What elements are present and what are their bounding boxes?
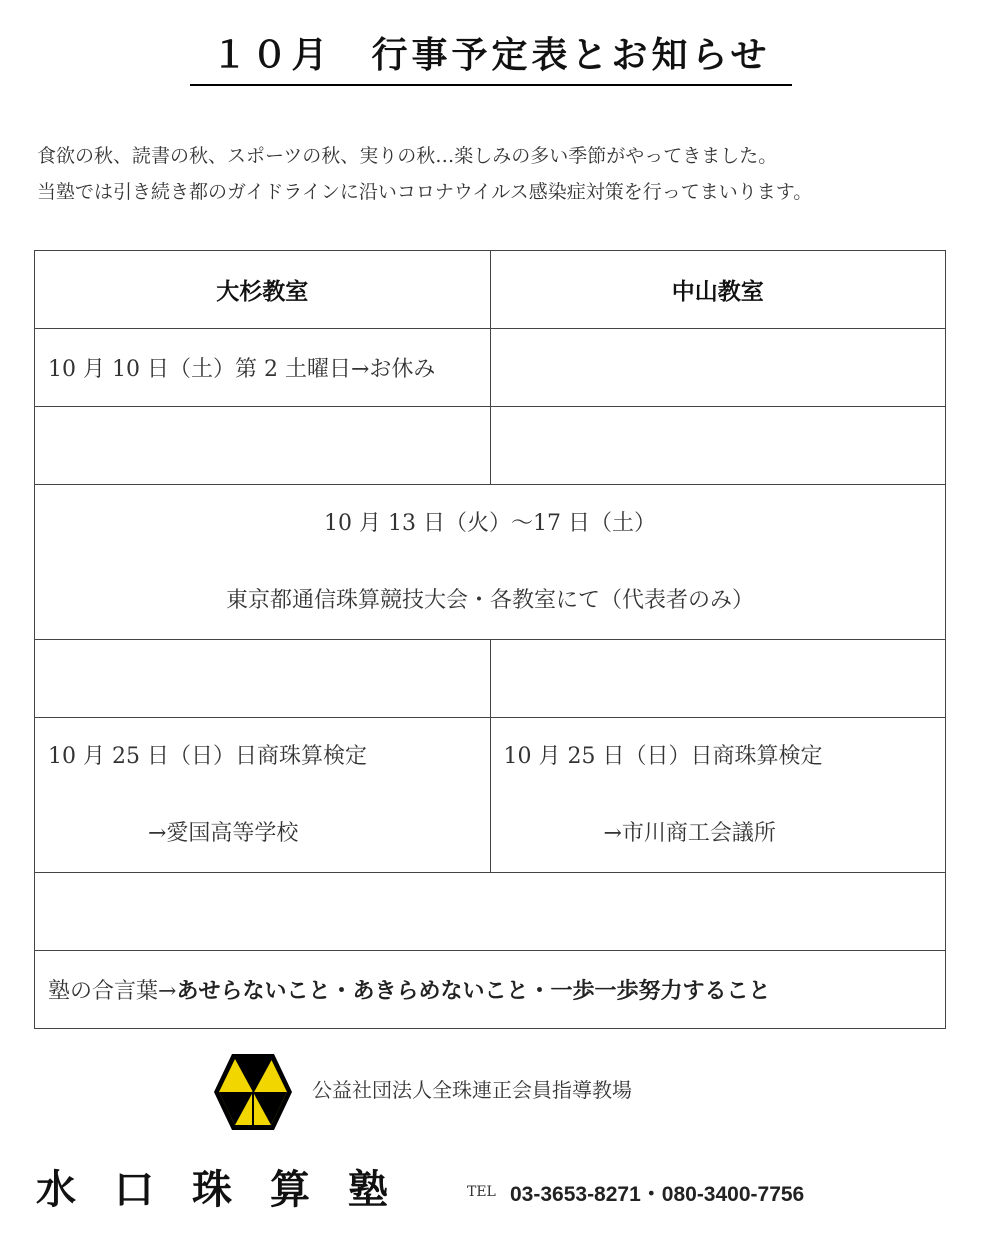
osugi-exam-date: 10 月 25 日（日）日商珠算検定 — [48, 744, 367, 769]
table-header-row — [35, 251, 946, 329]
cell-empty — [490, 407, 946, 485]
zenshuren-logo-icon — [212, 1052, 294, 1132]
header-osugi: 大杉教室 — [35, 251, 491, 329]
cell-empty — [490, 329, 946, 407]
cell-nakayama-exam — [490, 718, 946, 873]
cell-motto — [35, 951, 946, 1029]
intro-text — [37, 138, 977, 210]
tel-number: 03-3653-8271・080-3400-7756 — [510, 1183, 805, 1206]
nakayama-exam-date: 10 月 25 日（日）日商珠算検定 — [503, 744, 823, 769]
motto-text: あせらないこと・あきらめないこと・一歩一歩努力すること — [176, 978, 771, 1004]
header-nakayama: 中山教室 — [490, 251, 946, 329]
cell-osugi-holiday: 10 月 10 日（土）第 2 土曜日→お休み — [35, 329, 491, 407]
association-label: 公益社団法人全珠連正会員指導教場 — [312, 1078, 632, 1102]
school-name: 水口珠算塾 — [36, 1166, 426, 1213]
cell-osugi-exam — [35, 718, 491, 873]
nakayama-exam-venue: →市川商工会議所 — [603, 821, 776, 846]
cell-competition — [35, 485, 946, 640]
cell-empty — [35, 640, 491, 718]
competition-desc: 東京都通信珠算競技大会・各教室にて（代表者のみ） — [225, 588, 754, 613]
table-row — [35, 873, 946, 951]
cell-empty — [490, 640, 946, 718]
osugi-exam-venue: →愛国高等学校 — [148, 821, 299, 846]
table-row — [35, 329, 946, 407]
page-title: １０月 行事予定表とお知らせ — [190, 28, 792, 86]
table-row — [35, 718, 946, 873]
cell-empty — [35, 407, 491, 485]
competition-dates: 10 月 13 日（火）～17 日（土） — [324, 511, 656, 536]
intro-line-2: 当塾では引き続き都のガイドラインに沿いコロナウイルス感染症対策を行ってまいります。 — [37, 181, 813, 203]
intro-line-1: 食欲の秋、読書の秋、スポーツの秋、実りの秋…楽しみの多い季節がやってきました。 — [37, 145, 778, 167]
table-row — [35, 407, 946, 485]
schedule-table — [34, 250, 946, 1029]
table-row — [35, 951, 946, 1029]
table-row — [35, 485, 946, 640]
cell-empty — [35, 873, 946, 951]
table-row — [35, 640, 946, 718]
tel-label: TEL — [467, 1184, 496, 1200]
motto-prefix: 塾の合言葉→ — [48, 979, 177, 1004]
